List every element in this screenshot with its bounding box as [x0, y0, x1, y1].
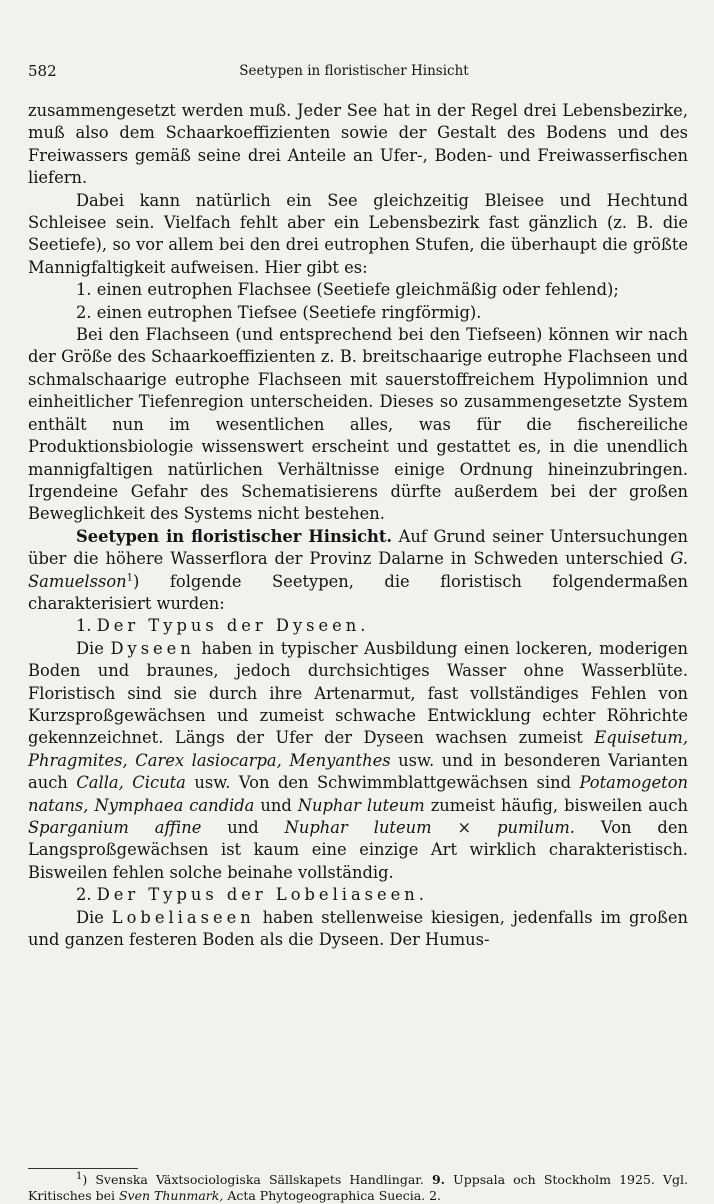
footnote-part: Acta Phytogeographica Suecia. 2. — [223, 1188, 442, 1203]
type-1-text: Von den Langsproßgewächsen ist kaum eine einzige Art wirklich charakteristisch. Bisweilen fehlen solche beinahe vollständig. — [28, 818, 688, 882]
footnote-part: Uppsala och Stockholm 1925. Vgl. Kritisches bei — [28, 1172, 688, 1203]
author-name: G. Samuelsson — [28, 549, 688, 591]
page-header — [28, 62, 680, 84]
type-2-term: Lobeliaseen — [111, 907, 255, 927]
paragraph-3: Bei den Flachseen (und entsprechend bei den Tiefseen) können wir nach der Größe des Schaarkoeffizienten z. B. breitschaarige eutrophe Flachseen und schmalschaarige eutrophe Flachseen mit sauerstoffreichem Hypolimnion und einheitlicher Tiefenregion unterscheiden. Dieses so zusammengesetzte System enthält nun im wesentlichen alles, was für die fischereiliche Produktionsbiologie wissenswert erscheint und gestattet es, in die unendlich mannigfaltigen natürlichen Verhältnisse einige Ordnung hineinzubringen. Irgendeine Gefahr des Schematisierens dürfte außerdem bei der großen Beweglichkeit des Systems nicht bestehen. — [28, 325, 688, 524]
type-1-text: und — [254, 795, 298, 815]
footnote-author: Sven Thunmark, — [118, 1188, 224, 1203]
section-intro-2: ) folgende Seetypen, die floristisch folgendermaßen charakterisiert wurden: — [28, 571, 688, 613]
list-item-2: 2. einen eutrophen Tiefsee (Seetiefe ringförmig). — [76, 302, 482, 322]
footnote-part: ) Svenska Växtsociologiska Sällskapets Handlingar. — [82, 1172, 432, 1187]
type-1-text: haben in typischer Ausbildung einen lockeren, moderigen Boden und braunes, jedoch durchsichtiges Wasser ohne Wasserblüte. Floristisch sind sie durch ihre Artenarmut, fast vollständiges Fehlen von Kurzsproßgewächsen und zumeist schwache Entwicklung echter Röhrichte gekennzeichnet. Längs der Ufer der Dyseen wachsen zumeist — [28, 638, 688, 748]
footnote-rule — [28, 1168, 138, 1169]
type-1-text: und — [201, 818, 285, 837]
footnote-reference: 1 — [126, 572, 134, 584]
type-1-paragraph — [28, 638, 688, 884]
footnote-mark: 1 — [76, 1170, 83, 1182]
footnote-text — [28, 1172, 688, 1204]
type-2-title: Der Typus der Lobeliaseen. — [96, 885, 428, 905]
species-list: Sparganium affine — [28, 818, 202, 837]
running-title: Seetypen in floristischer Hinsicht — [239, 63, 469, 79]
type-1-heading — [28, 615, 688, 637]
type-1-number: 1. — [76, 616, 92, 636]
type-1-text: zumeist häufig, bisweilen auch — [424, 795, 688, 815]
type-2-text: Die — [76, 907, 112, 927]
type-1-title: Der Typus der Dyseen. — [96, 616, 370, 636]
type-2-text: haben stellenweise kiesigen, jedenfalls im großen und ganzen festeren Boden als die Dyseen. Der Humus- — [28, 907, 688, 950]
type-1-term: Dyseen — [110, 638, 195, 658]
section-paragraph — [28, 526, 688, 616]
type-1-text: usw. und in besonderen Varianten auch — [28, 750, 689, 793]
type-2-paragraph — [28, 907, 688, 952]
species-list: Nuphar luteum — [297, 795, 425, 815]
list-item-1: 1. einen eutrophen Flachsee (Seetiefe gleichmäßig oder fehlend); — [76, 280, 619, 300]
type-1-text: Die — [76, 638, 111, 658]
species-list: Calla, Cicuta — [76, 773, 186, 793]
paragraph-1: zusammengesetzt werden muß. Jeder See hat in der Regel drei Lebensbezirke, muß also dem Schaarkoeffizienten sowie der Gestalt des Bodens und des Freiwassers gemäß seine drei Anteile an Ufer-, Boden- und Freiwasserfischen liefern. — [28, 101, 688, 188]
page-number: 582 — [28, 62, 57, 80]
type-1-text: usw. Von den Schwimmblattgewächsen sind — [185, 773, 580, 793]
footnote — [28, 1172, 688, 1204]
body-text — [28, 100, 688, 951]
paragraph-2: Dabei kann natürlich ein See gleichzeitig Bleisee und Hechtund Schleisee sein. Vielfach fehlt aber ein Lebensbezirk fast gänzlich (z. B. die Seetiefe), so vor allem bei den drei eutrophen Stufen, die überhaupt die größte Mannigfaltigkeit aufweisen. Hier gibt es: — [28, 190, 688, 277]
species-list: Nuphar luteum × pumilum. — [284, 818, 575, 837]
type-2-heading — [28, 884, 688, 906]
species-list: Equisetum, Phragmites, Carex lasiocarpa, Menyanthes — [28, 728, 688, 770]
section-intro-1: Auf Grund seiner Untersuchungen über die höhere Wasserflora der Provinz Dalarne in Schweden unterschied — [28, 526, 688, 569]
footnote-volume: 9. — [431, 1172, 446, 1187]
species-list: Potamogeton natans, Nymphaea candida — [28, 773, 688, 815]
type-2-number: 2. — [76, 885, 92, 905]
section-heading: Seetypen in floristischer Hinsicht. — [76, 526, 393, 546]
